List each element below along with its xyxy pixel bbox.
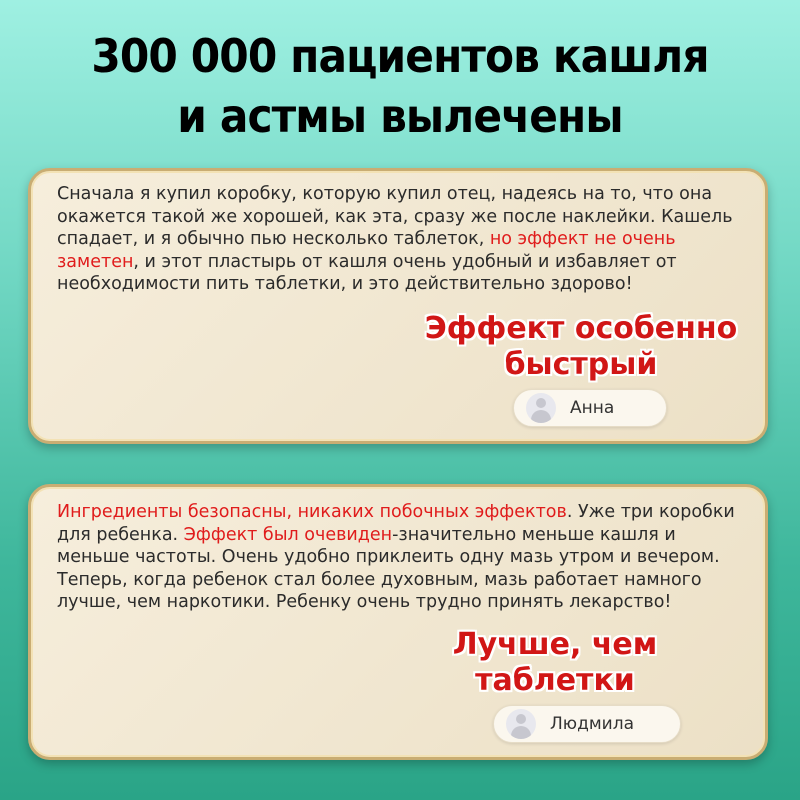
- review-text-2: [57, 501, 743, 614]
- headline-line-2: и астмы вылечены: [177, 89, 623, 143]
- review-text-highlight: Ингредиенты безопасны, никаких побочных эффектов: [57, 502, 567, 522]
- user-avatar-icon: [526, 393, 556, 423]
- review-card-1: [28, 168, 768, 444]
- review-text-part: , и этот пластырь от кашля очень удобный и избавляет от необходимости пить таблетки, и это действительно здорово!: [57, 251, 677, 294]
- user-avatar-icon: [506, 709, 536, 739]
- review-slogan-1: [421, 311, 741, 383]
- reviewer-name: Людмила: [550, 714, 635, 734]
- review-text-highlight: но эффект не очень заметен: [57, 229, 676, 272]
- slogan-line-1: Эффект особенно: [424, 311, 738, 346]
- reviewer-badge-2: [493, 705, 681, 743]
- slogan-line-2: таблетки: [475, 663, 635, 698]
- review-text-highlight: Эффект был очевиден: [183, 524, 393, 545]
- slogan-line-2: быстрый: [504, 347, 658, 382]
- review-text-part: -значительно меньше кашля и меньше частоты. Очень удобно приклеить одну мазь утром и вечером. Теперь, когда ребенок стал более духовным, мазь работает намного лучше, чем наркотики. Ребенку очень трудно принять лекарство!: [57, 524, 720, 612]
- review-slogan-2: [435, 627, 675, 699]
- reviewer-badge-1: [513, 389, 667, 427]
- page-headline: [32, 26, 768, 146]
- reviewer-name: Анна: [570, 398, 615, 418]
- review-text-part: . Уже три коробки для ребенка.: [57, 502, 735, 545]
- review-text-part: Сначала я купил коробку, которую купил отец, надеясь на то, что она окажется такой же хорошей, как эта, сразу же после наклейки. Кашель спадает, и я обычно пью несколько таблеток,: [57, 184, 733, 249]
- slogan-line-1: Лучше, чем: [452, 627, 658, 662]
- headline-line-1: 300 000 пациентов кашля: [91, 29, 709, 83]
- review-card-2: [28, 484, 768, 760]
- review-text-1: [57, 183, 743, 296]
